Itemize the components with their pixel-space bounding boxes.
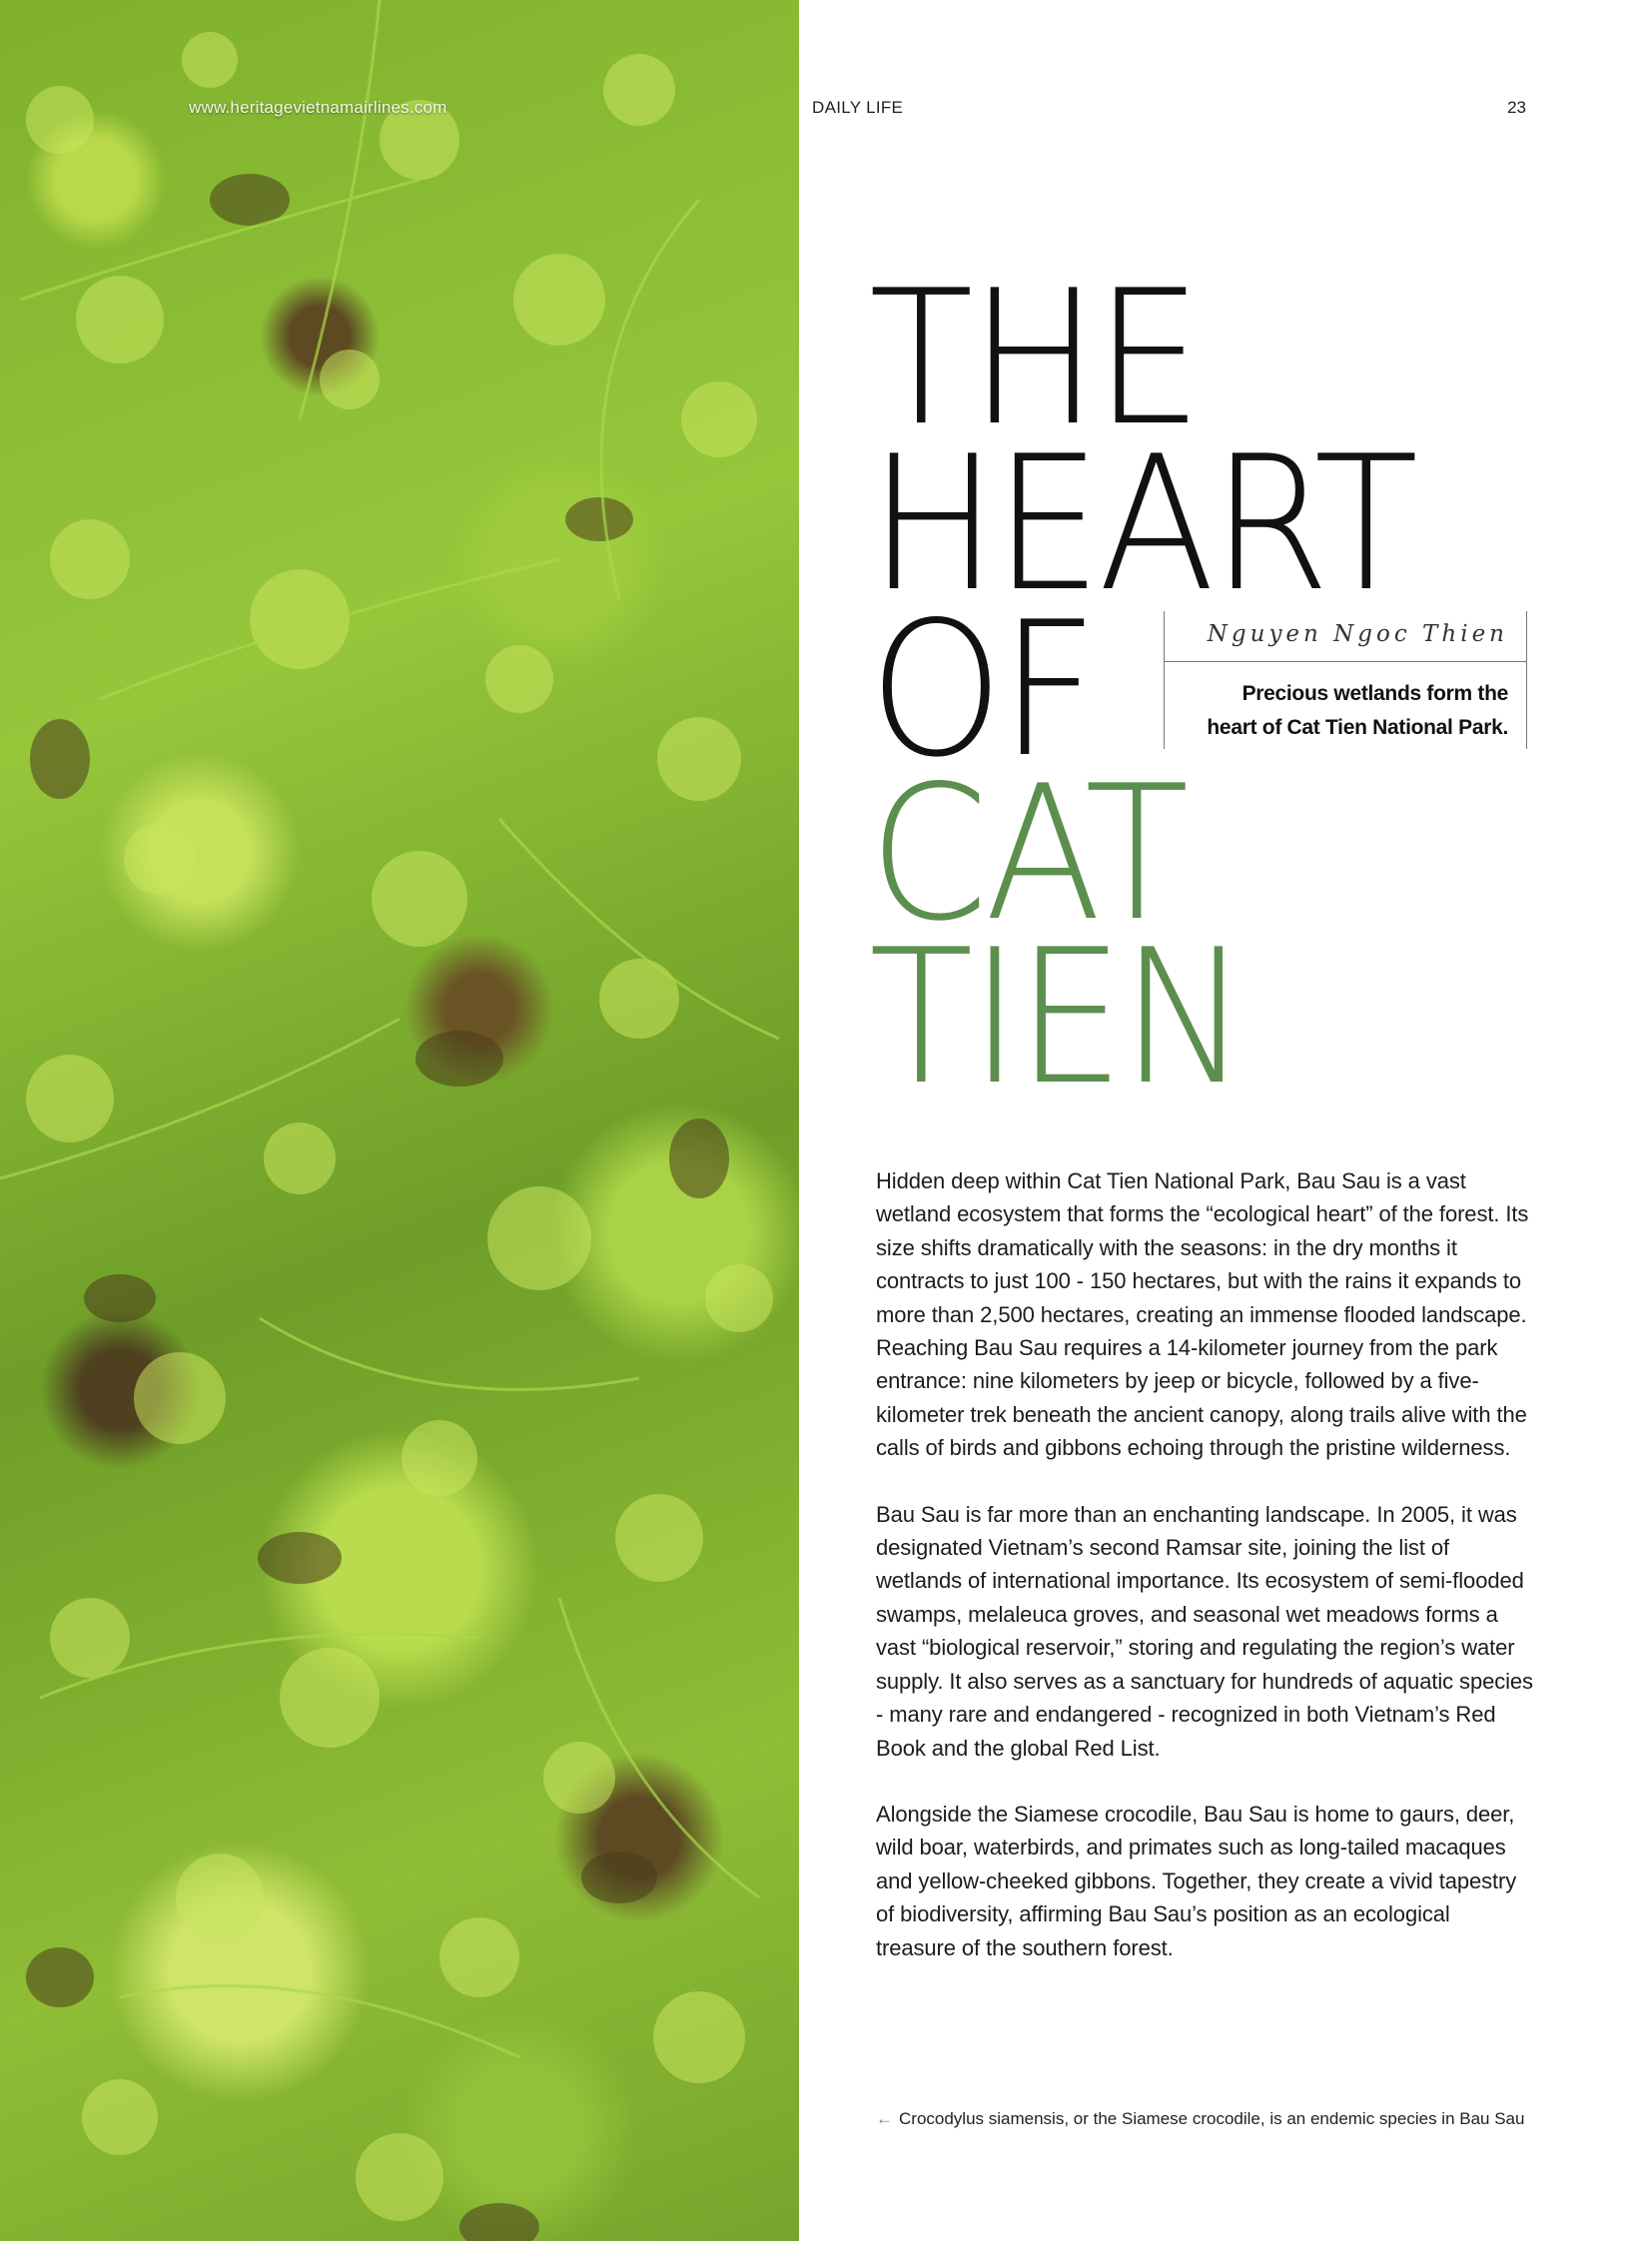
title-line-of: OF [869, 581, 1095, 798]
body-paragraph-1: Hidden deep within Cat Tien National Park, Bau Sau is a vast wetland ecosystem that forms the “ecological heart” of the forest. Its size shifts dramatically with the seasons: in the dry months it contracts to just 100 - 150 hectares, but with the rains it expands to more than 2,500 hectares, creating an immense flooded landscape. Reaching Bau Sau requires a 14-kilometer journey from the park entrance: nine kilometers by jeep or bicycle, followed by a five-kilometer trek beneath the ancient canopy, along trails alive with the calls of birds and gibbons echoing through the pristine wilderness. [876, 1168, 1529, 1461]
author-name: Nguyen Ngoc Thien [1207, 621, 1508, 647]
standfirst-line-1: Precious wetlands form the [1241, 682, 1508, 705]
section-label: DAILY LIFE [812, 98, 904, 117]
wetland-photo [0, 0, 799, 2241]
byline-box [1164, 611, 1527, 749]
body-paragraph-3: Alongside the Siamese crocodile, Bau Sau is home to gaurs, deer, wild boar, waterbirds, and primates such as long-tailed macaques and yellow-cheeked gibbons. Together, they create a vivid tapestry of biodiversity, affirming Bau Sau’s position as an ecological treasure of the southern forest. [876, 1801, 1517, 1960]
photo-caption [876, 2109, 1524, 2129]
website-url[interactable]: www.heritagevietnamairlines.com [189, 98, 447, 117]
article-body [876, 1164, 1535, 1997]
byline-divider [1165, 661, 1526, 662]
title-line-tien: TIEN [869, 909, 1245, 1125]
arrow-left-icon: ← [876, 2109, 893, 2128]
page-number: 23 [1507, 98, 1526, 117]
title-line-heart: HEART [869, 415, 1415, 632]
body-paragraph-2: Bau Sau is far more than an enchanting landscape. In 2005, it was designated Vietnam’s second Ramsar site, joining the list of wetlands of international importance. Its ecosystem of semi-flooded swamps, melaleuca groves, and seasonal wet meadows forms a vast “biological reservoir,” storing and regulating the region’s water supply. It also serves as a sanctuary for hundreds of aquatic species - many rare and endangered - recognized in both Vietnam’s Red Book and the global Red List. [876, 1501, 1533, 1761]
standfirst-line-2: heart of Cat Tien National Park. [1207, 716, 1508, 739]
title-line-cat: CAT [869, 745, 1186, 962]
aquatic-plants-texture [0, 0, 799, 2241]
standfirst [1207, 677, 1508, 745]
caption-text: Crocodylus siamensis, or the Siamese crocodile, is an endemic species in Bau Sau [899, 2109, 1525, 2128]
title-line-the: THE [869, 250, 1200, 466]
